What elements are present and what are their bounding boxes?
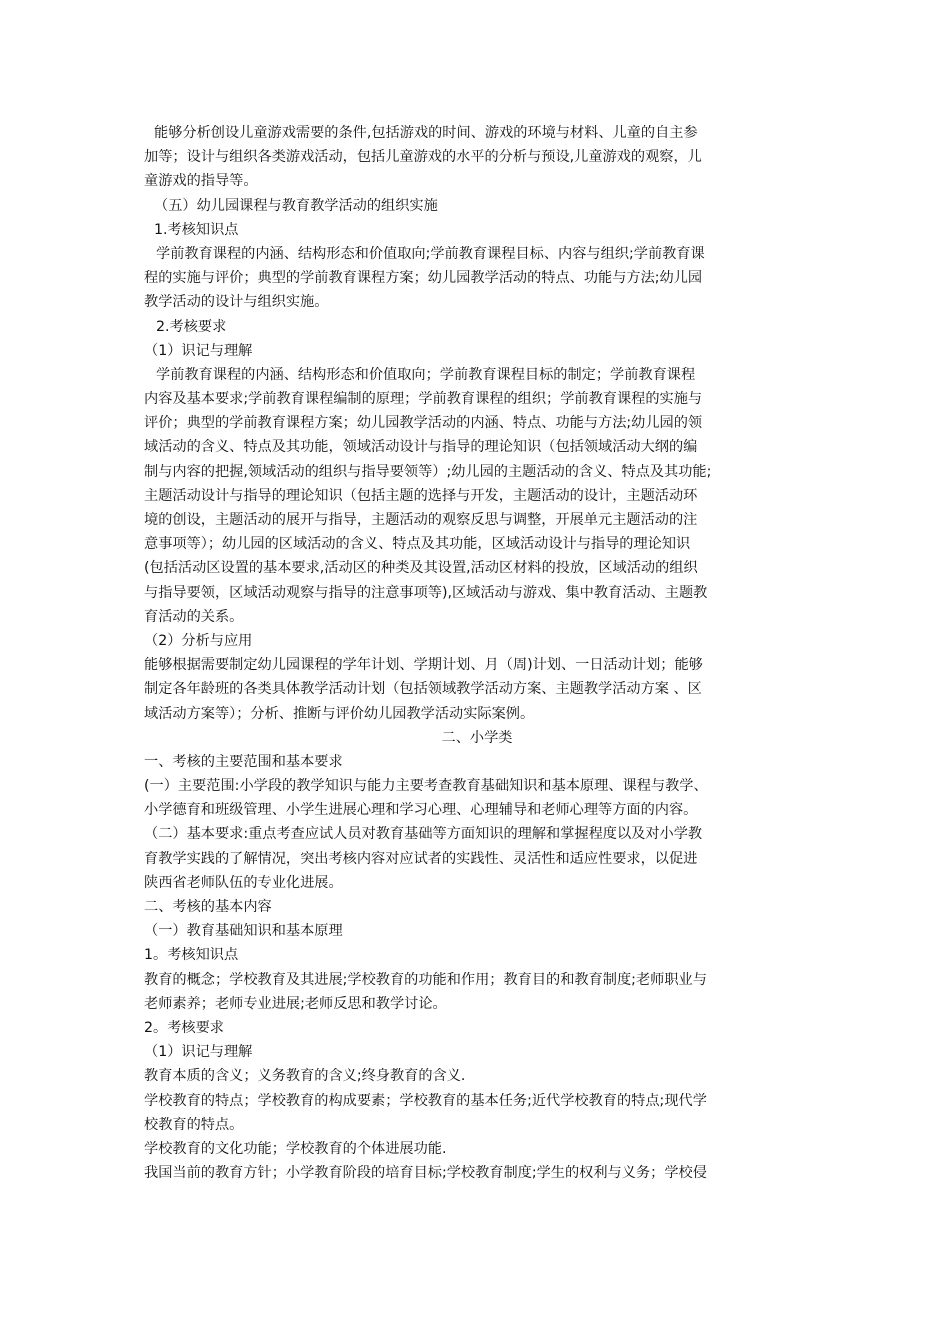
text-line: （1）识记与理解	[144, 342, 253, 359]
document-body	[144, 121, 810, 1185]
text-line: (包括活动区设置的基本要求,活动区的种类及其设置,活动区材料的投放，区域活动的组织	[144, 560, 698, 577]
text-line: 域活动方案等）；分析、推断与评价幼儿园教学活动实际案例。	[144, 705, 535, 722]
text-line: 境的创设，主题活动的展开与指导，主题活动的观察反思与调整，开展单元主题活动的注	[144, 512, 698, 528]
text-line: 能够分析创设儿童游戏需要的条件,包括游戏的时间、游戏的环境与材料、儿童的自主参	[154, 125, 698, 141]
text-line: 制与内容的把握,领域活动的组织与指导要领等）;幼儿园的主题活动的含义、特点及其功能;	[144, 463, 712, 480]
text-line: 1。考核知识点	[144, 947, 239, 964]
text-line: 育教学实践的了解情况，突出考核内容对应试者的实践性、灵活性和适应性要求，以促进	[144, 850, 698, 867]
text-line: 老师素养；老师专业进展;老师反思和教学讨论。	[144, 995, 447, 1012]
text-line: 内容及基本要求;学前教育课程编制的原理；学前教育课程的组织；学前教育课程的实施与	[144, 391, 703, 408]
text-line: 教学活动的设计与组织实施。	[144, 294, 329, 311]
text-line: 1.考核知识点	[154, 221, 239, 238]
text-line: 校教育的特点。	[144, 1116, 244, 1133]
text-line: （五）幼儿园课程与教育教学活动的组织实施	[154, 197, 438, 214]
text-line: （二）基本要求:重点考查应试人员对教育基础等方面知识的理解和掌握程度以及对小学教	[144, 826, 703, 843]
text-line: 主题活动设计与指导的理论知识（包括主题的选择与开发，主题活动的设计，主题活动环	[144, 487, 698, 504]
text-line: 我国当前的教育方针；小学教育阶段的培育目标;学校教育制度;学生的权利与义务；学校侵	[144, 1165, 707, 1182]
text-line: 能够根据需要制定幼儿园课程的学年计划、学期计划、月（周)计划、一日活动计划；能够	[144, 657, 703, 674]
text-line: 育活动的关系。	[144, 608, 244, 625]
text-line: 学前教育课程的内涵、结构形态和价值取向;学前教育课程目标、内容与组织;学前教育课	[156, 245, 705, 262]
text-line: （2）分析与应用	[144, 632, 253, 649]
text-line: 教育的概念；学校教育及其进展;学校教育的功能和作用；教育目的和教育制度;老师职业与	[144, 971, 707, 988]
text-line: 制定各年龄班的各类具体教学活动计划（包括领域教学活动方案、主题教学活动方案 、区	[144, 681, 702, 698]
text-line: 童游戏的指导等。	[144, 173, 258, 190]
text-line: 意事项等）；幼儿园的区域活动的含义、特点及其功能，区域活动设计与指导的理论知识	[144, 536, 691, 553]
text-line: （1）识记与理解	[144, 1044, 253, 1061]
text-line: 评价；典型的学前教育课程方案；幼儿园教学活动的内涵、特点、功能与方法;幼儿园的领	[144, 415, 703, 432]
text-line: 2。考核要求	[144, 1019, 224, 1036]
text-line: (一）主要范围:小学段的教学知识与能力主要考查教育基础知识和基本原理、课程与教学、	[144, 778, 708, 795]
text-line: 教育本质的含义；义务教育的含义;终身教育的含义.	[144, 1068, 466, 1085]
text-line: 学校教育的特点；学校教育的构成要素；学校教育的基本任务;近代学校教育的特点;现代学	[144, 1092, 707, 1109]
text-line: 域活动的含义、特点及其功能，领域活动设计与指导的理论知识（包括领域活动大纲的编	[144, 439, 698, 456]
text-line: 2.考核要求	[156, 318, 227, 335]
text-line: 小学德育和班级管理、小学生进展心理和学习心理、心理辅导和老师心理等方面的内容。	[144, 802, 698, 819]
text-line: （一）教育基础知识和基本原理	[144, 923, 343, 940]
text-line: 二、考核的基本内容	[144, 899, 272, 915]
text-line: 一、考核的主要范围和基本要求	[144, 753, 343, 770]
text-line: 陕西省老师队伍的专业化进展。	[144, 874, 343, 891]
text-line: 程的实施与评价；典型的学前教育课程方案；幼儿园教学活动的特点、功能与方法;幼儿园	[144, 270, 703, 287]
text-line: 加等；设计与组织各类游戏活动，包括儿童游戏的水平的分析与预设,儿童游戏的观察，儿	[144, 149, 702, 166]
text-line: 二、小学类	[441, 729, 513, 746]
text-line: 学前教育课程的内涵、结构形态和价值取向；学前教育课程目标的制定；学前教育课程	[156, 366, 696, 383]
text-line: 与指导要领，区域活动观察与指导的注意事项等),区域活动与游戏、集中教育活动、主题教	[144, 584, 708, 601]
text-line: 学校教育的文化功能；学校教育的个体进展功能.	[144, 1140, 447, 1157]
